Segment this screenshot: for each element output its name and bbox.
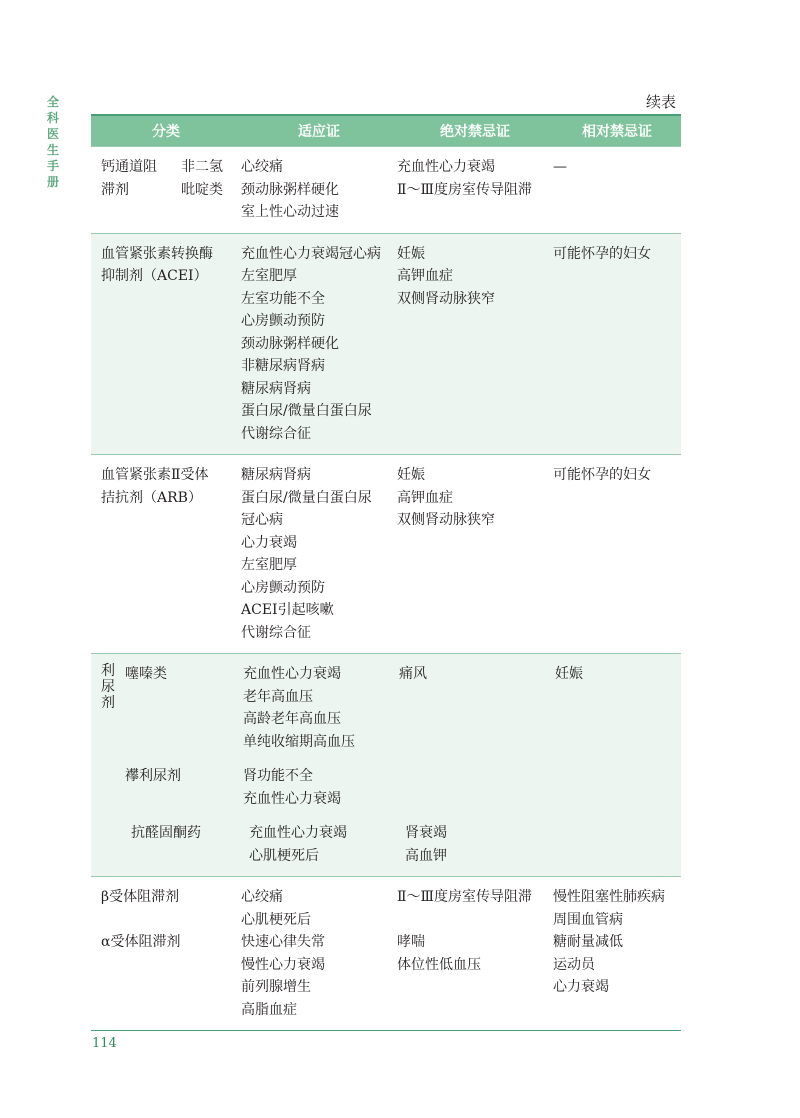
beta-blocker-absolute — [397, 886, 553, 931]
beta-blocker-indications — [241, 886, 397, 931]
beta-blocker-name: β受体阻滞剂 — [101, 889, 180, 905]
beta-blocker-relative — [553, 886, 681, 931]
alpha-blocker-relative — [553, 931, 681, 1021]
beta-blocker-relative-line: 周围血管病 — [553, 911, 623, 928]
ccb-subcategory — [181, 156, 241, 224]
loop-diuretic-row — [115, 765, 689, 810]
acei-indications-line: 左室功能不全 — [241, 290, 325, 307]
ccb-absolute-line: 充血性心力衰竭 — [397, 159, 495, 175]
acei-relative — [553, 243, 681, 446]
acei-indications-line: 糖尿病肾病 — [241, 380, 311, 397]
header-absolute-contraindications: 绝对禁忌证 — [440, 124, 510, 140]
table-header — [91, 114, 681, 146]
loop-diuretic-indications — [243, 765, 399, 810]
arb-indications — [241, 464, 397, 644]
alpha-blocker-indications-line: 高脂血症 — [241, 1001, 297, 1018]
arb-indications-line: 代谢综合征 — [241, 624, 311, 641]
drug-table — [91, 114, 681, 1031]
table-row-acei — [91, 233, 681, 455]
alpha-blocker-indications-line: 前列腺增生 — [241, 979, 311, 995]
aldosterone-antagonist-absolute-line: 肾衰竭 — [405, 825, 447, 841]
thiazide-absolute — [399, 663, 555, 753]
sidebar-book-title: 全科医生手册 — [46, 95, 59, 189]
header-relative-contraindications: 相对禁忌证 — [582, 124, 652, 140]
acei-indications-line: 左室肥厚 — [241, 268, 297, 284]
table-row-blockers — [91, 876, 681, 1030]
acei-absolute — [397, 243, 553, 446]
arb-category-line: 血管紧张素Ⅱ受体 — [101, 467, 209, 483]
thiazide-indications-line: 高龄老年高血压 — [243, 711, 341, 727]
page-number: 114 — [92, 1036, 117, 1051]
arb-indications-line: ACEI引起咳嗽 — [241, 602, 334, 618]
thiazide-indications — [243, 663, 399, 753]
acei-indications-line: 颈动脉粥样硬化 — [241, 335, 339, 352]
alpha-blocker-indications-line: 快速心律失常 — [241, 934, 325, 950]
thiazide-row — [115, 663, 689, 753]
diuretic-label: 利尿剂 — [101, 663, 115, 711]
arb-absolute — [397, 464, 553, 644]
loop-diuretic-name: 襻利尿剂 — [125, 768, 181, 784]
arb-absolute-line: 妊娠 — [397, 467, 425, 483]
alpha-blocker-relative-line: 心力衰竭 — [553, 979, 609, 995]
arb-indications-line: 冠心病 — [241, 512, 283, 528]
aldosterone-antagonist-relative — [561, 822, 689, 867]
alpha-blocker-indications-line: 慢性心力衰竭 — [241, 956, 325, 973]
beta-blocker-row — [91, 886, 681, 931]
table-row-ccb — [91, 146, 681, 233]
ccb-category-line: 钙通道阻 — [101, 159, 157, 175]
alpha-blocker-relative-line: 糖耐量减低 — [553, 934, 623, 950]
ccb-relative — [553, 156, 681, 224]
acei-absolute-line: 双侧肾动脉狭窄 — [397, 290, 495, 307]
beta-blocker-relative-line: 慢性阻塞性肺疾病 — [553, 889, 665, 905]
beta-blocker-indications-line: 心肌梗死后 — [241, 911, 311, 928]
acei-category-line: 血管紧张素转换酶 — [101, 245, 213, 262]
acei-indications-line: 心房颤动预防 — [241, 313, 325, 329]
ccb-subcategory-line: 吡啶类 — [181, 181, 223, 198]
acei-absolute-line: 高钾血症 — [397, 268, 453, 284]
arb-absolute-line: 双侧肾动脉狭窄 — [397, 512, 495, 528]
thiazide-indications-line: 老年高血压 — [243, 688, 313, 705]
arb-indications-line: 蛋白尿/微量白蛋白尿 — [241, 489, 372, 506]
acei-indications-line: 蛋白尿/微量白蛋白尿 — [241, 403, 372, 419]
loop-diuretic-relative — [555, 765, 683, 810]
header-category: 分类 — [152, 124, 180, 140]
ccb-subcategory-line: 非二氢 — [181, 159, 223, 175]
aldosterone-antagonist-name: 抗醛固酮药 — [131, 825, 201, 841]
arb-absolute-line: 高钾血症 — [397, 489, 453, 506]
continued-label: 续表 — [645, 93, 676, 111]
arb-indications-line: 心房颤动预防 — [241, 579, 325, 596]
alpha-blocker-relative-line: 运动员 — [553, 956, 595, 973]
arb-relative — [553, 464, 681, 644]
acei-indications-line: 非糖尿病肾病 — [241, 358, 325, 374]
thiazide-indications-line: 单纯收缩期高血压 — [243, 733, 355, 750]
acei-indications — [241, 243, 397, 446]
beta-blocker-absolute-line: Ⅱ～Ⅲ度房室传导阻滞 — [397, 889, 533, 905]
arb-indications-line: 糖尿病肾病 — [241, 467, 311, 483]
alpha-blocker-absolute-line: 哮喘 — [397, 934, 425, 950]
thiazide-relative — [555, 663, 683, 753]
thiazide-relative-line: 妊娠 — [555, 666, 583, 682]
arb-indications-line: 左室肥厚 — [241, 557, 297, 573]
alpha-blocker-row — [91, 931, 681, 1021]
arb-relative-line: 可能怀孕的妇女 — [553, 467, 651, 483]
thiazide-indications-line: 充血性心力衰竭 — [243, 666, 341, 682]
acei-relative-line: 可能怀孕的妇女 — [553, 245, 651, 262]
ccb-indications — [241, 156, 397, 224]
alpha-blocker-absolute-line: 体位性低血压 — [397, 956, 481, 973]
aldosterone-antagonist-absolute — [405, 822, 561, 867]
alpha-blocker-name: α受体阻滞剂 — [101, 934, 181, 950]
ccb-indications-line: 心绞痛 — [241, 159, 283, 175]
header-indications: 适应证 — [298, 124, 340, 140]
thiazide-name: 噻嗪类 — [125, 666, 167, 682]
loop-diuretic-absolute — [399, 765, 555, 810]
arb-category — [91, 464, 241, 644]
arb-indications-line: 心力衰竭 — [241, 534, 297, 551]
beta-blocker-indications-line: 心绞痛 — [241, 889, 283, 905]
ccb-category-line: 滞剂 — [101, 181, 129, 198]
loop-diuretic-indications-line: 肾功能不全 — [243, 768, 313, 784]
acei-category-line: 抑制剂（ACEI） — [101, 268, 208, 284]
alpha-blocker-indications — [241, 931, 397, 1021]
table-row-arb — [91, 454, 681, 653]
ccb-indications-line: 颈动脉粥样硬化 — [241, 181, 339, 198]
acei-absolute-line: 妊娠 — [397, 245, 425, 262]
aldosterone-antagonist-indications-line: 充血性心力衰竭 — [249, 825, 347, 841]
aldosterone-antagonist-indications — [249, 822, 405, 867]
alpha-blocker-absolute — [397, 931, 553, 1021]
thiazide-absolute-line: 痛风 — [399, 666, 427, 682]
loop-diuretic-indications-line: 充血性心力衰竭 — [243, 790, 341, 807]
table-row-diuretics — [91, 653, 681, 876]
ccb-indications-line: 室上性心动过速 — [241, 204, 339, 220]
acei-indications-line: 充血性心力衰竭冠心病 — [241, 245, 381, 262]
aldosterone-antagonist-row — [115, 822, 689, 867]
aldosterone-antagonist-absolute-line: 高血钾 — [405, 847, 447, 864]
ccb-relative-line: — — [553, 159, 567, 175]
ccb-category — [101, 156, 181, 224]
ccb-absolute — [397, 156, 553, 224]
acei-indications-line: 代谢综合征 — [241, 425, 311, 442]
arb-category-line: 拮抗剂（ARB） — [101, 489, 202, 506]
aldosterone-antagonist-indications-line: 心肌梗死后 — [249, 847, 319, 864]
acei-category — [91, 243, 241, 446]
ccb-absolute-line: Ⅱ～Ⅲ度房室传导阻滞 — [397, 181, 533, 198]
